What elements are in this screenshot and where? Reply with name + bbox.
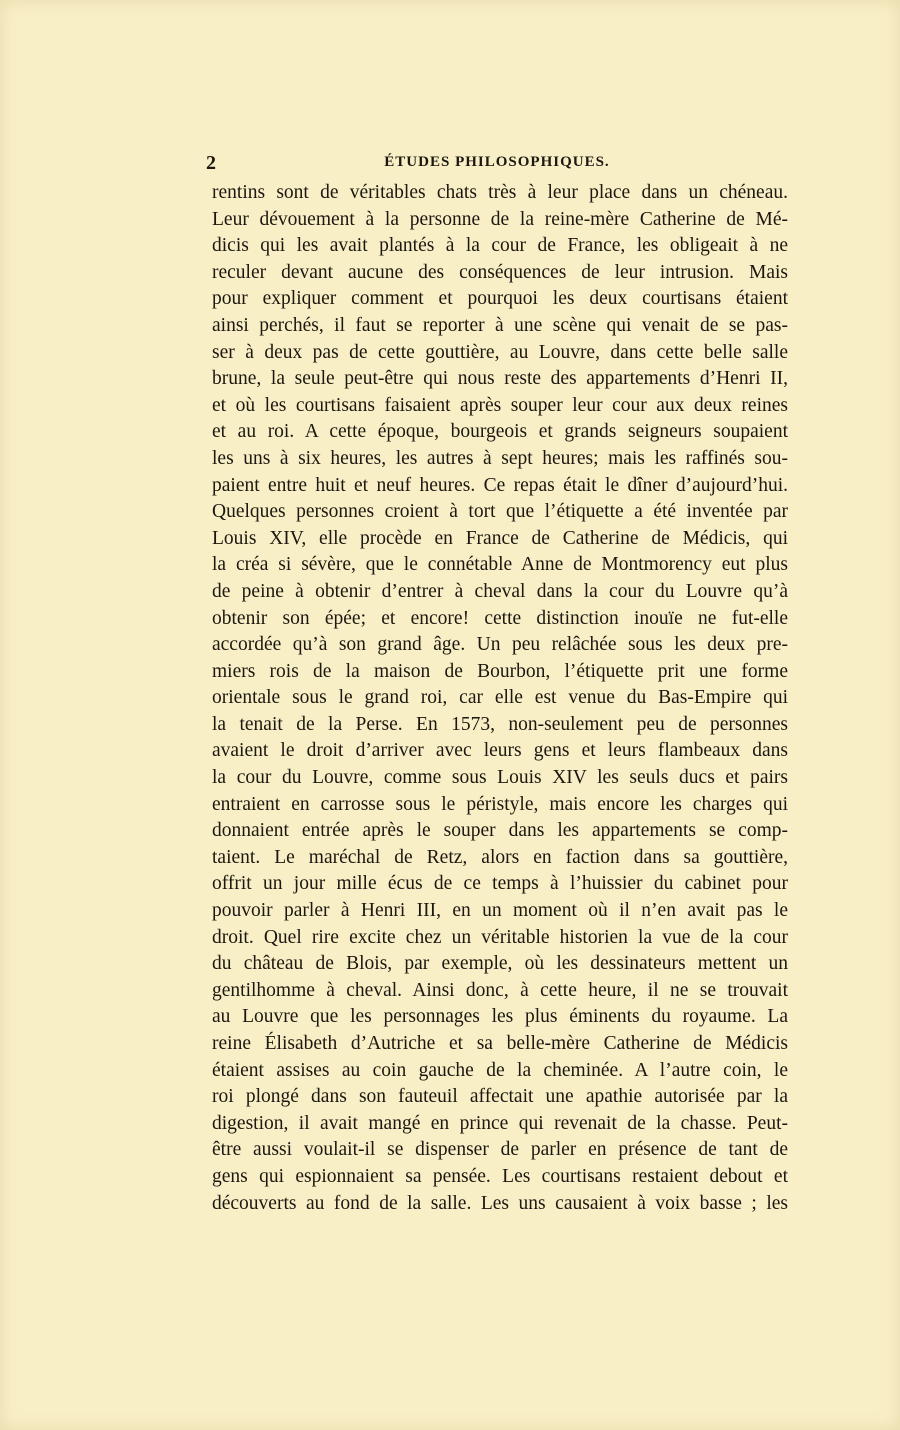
text-line bbox=[212, 552, 788, 579]
text-line-content: la tenait de la Perse. En 1573, non-seulement peu de personnes bbox=[212, 713, 788, 735]
text-line-content: Louis XIV, elle procède en France de Catherine de Médicis, qui bbox=[212, 527, 788, 549]
text-line bbox=[212, 366, 788, 393]
text-line bbox=[212, 659, 788, 686]
text-line bbox=[212, 792, 788, 819]
text-line-content: découverts au fond de la salle. Les uns causaient à voix basse ; les bbox=[212, 1192, 788, 1214]
text-line-content: et au roi. A cette époque, bourgeois et grands seigneurs soupaient bbox=[212, 421, 788, 443]
text-line-content: et où les courtisans faisaient après souper leur cour aux deux reines bbox=[212, 394, 788, 416]
text-line-content: de peine à obtenir d’entrer à cheval dans la cour du Louvre qu’à bbox=[212, 580, 788, 602]
text-line-content: reine Élisabeth d’Autriche et sa belle-mère Catherine de Médicis bbox=[212, 1033, 788, 1054]
text-line bbox=[212, 898, 788, 925]
text-line-content: dicis qui les avait plantés à la cour de France, les obligeait à ne bbox=[212, 235, 788, 257]
text-line-content: ser à deux pas de cette gouttière, au Louvre, dans cette belle salle bbox=[212, 341, 788, 363]
text-line bbox=[212, 1164, 788, 1191]
text-line bbox=[212, 712, 788, 739]
text-line-content: digestion, il avait mangé en prince qui revenait de la chasse. Peut- bbox=[212, 1112, 788, 1134]
text-line bbox=[212, 313, 788, 340]
text-line bbox=[212, 286, 788, 313]
text-line bbox=[212, 1058, 788, 1085]
text-line-content: entraient en carrosse sous le péristyle, mais encore les charges qui bbox=[212, 793, 788, 815]
text-line-content: droit. Quel rire excite chez un véritable historien la vue de la cour bbox=[212, 926, 788, 948]
text-line-content: accordée qu’à son grand âge. Un peu relâchée sous les deux pre- bbox=[212, 634, 788, 656]
text-line bbox=[212, 1111, 788, 1138]
page-number: 2 bbox=[206, 152, 216, 174]
text-line-content: reculer devant aucune des conséquences de leur intrusion. Mais bbox=[212, 261, 788, 283]
text-line-content: obtenir son épée; et encore! cette distinction inouïe ne fut-elle bbox=[212, 607, 788, 629]
body-text bbox=[212, 180, 788, 1217]
text-line bbox=[212, 632, 788, 659]
text-line bbox=[212, 1191, 788, 1218]
text-line-content: donnaient entrée après le souper dans les appartements se comp- bbox=[212, 820, 788, 842]
text-line bbox=[212, 685, 788, 712]
text-line bbox=[212, 393, 788, 420]
text-line bbox=[212, 233, 788, 260]
text-line-content: étaient assises au coin gauche de la cheminée. A l’autre coin, le bbox=[212, 1059, 788, 1081]
text-line bbox=[212, 180, 788, 207]
text-line bbox=[212, 446, 788, 473]
text-line-content: Quelques personnes croient à tort que l’étiquette a été inventée par bbox=[212, 501, 788, 523]
text-line bbox=[212, 207, 788, 234]
text-line-content: avaient le droit d’arriver avec leurs gens et leurs flambeaux dans bbox=[212, 740, 788, 762]
text-line bbox=[212, 925, 788, 952]
text-line-content: gens qui espionnaient sa pensée. Les courtisans restaient debout et bbox=[212, 1165, 788, 1187]
text-line bbox=[212, 1004, 788, 1031]
text-line bbox=[212, 1137, 788, 1164]
text-line-content: paient entre huit et neuf heures. Ce repas était le dîner d’aujourd’hui. bbox=[212, 474, 788, 496]
text-line-content: roi plongé dans son fauteuil affectait une apathie autorisée par la bbox=[212, 1086, 788, 1108]
text-line-content: la cour du Louvre, comme sous Louis XIV les seuls ducs et pairs bbox=[212, 767, 788, 789]
running-title: ÉTUDES PHILOSOPHIQUES. bbox=[384, 154, 610, 170]
text-line bbox=[212, 1084, 788, 1111]
text-line bbox=[212, 606, 788, 633]
text-line-content: miers rois de la maison de Bourbon, l’étiquette prit une forme bbox=[212, 660, 788, 682]
text-line-content: pouvoir parler à Henri III, en un moment où il n’en avait pas le bbox=[212, 900, 788, 922]
text-line bbox=[212, 738, 788, 765]
text-line bbox=[212, 473, 788, 500]
text-line-content: la créa si sévère, que le connétable Anne de Montmorency eut plus bbox=[212, 554, 788, 576]
text-line bbox=[212, 340, 788, 367]
text-line-content: du château de Blois, par exemple, où les dessinateurs mettent un bbox=[212, 953, 788, 975]
text-line-content: pour expliquer comment et pourquoi les deux courtisans étaient bbox=[212, 288, 788, 310]
text-line-content: Leur dévouement à la personne de la reine-mère Catherine de Mé- bbox=[212, 208, 788, 230]
text-line bbox=[212, 818, 788, 845]
text-line-content: taient. Le maréchal de Retz, alors en faction dans sa gouttière, bbox=[212, 846, 788, 868]
text-line bbox=[212, 260, 788, 287]
text-line-content: les uns à six heures, les autres à sept heures; mais les raffinés sou- bbox=[212, 447, 788, 469]
text-line bbox=[212, 845, 788, 872]
text-line-content: ainsi perchés, il faut se reporter à une scène qui venait de se pas- bbox=[212, 314, 788, 336]
text-line bbox=[212, 871, 788, 898]
text-line-content: gentilhomme à cheval. Ainsi donc, à cette heure, il ne se trouvait bbox=[212, 979, 788, 1001]
text-line bbox=[212, 419, 788, 446]
text-line-content: brune, la seule peut-être qui nous reste des appartements d’Henri II, bbox=[212, 368, 788, 390]
text-line-content: être aussi voulait-il se dispenser de parler en présence de tant de bbox=[212, 1139, 788, 1161]
text-line bbox=[212, 951, 788, 978]
text-line-content: orientale sous le grand roi, car elle est venue du Bas-Empire qui bbox=[212, 687, 788, 709]
text-line bbox=[212, 499, 788, 526]
text-line bbox=[212, 978, 788, 1005]
text-line bbox=[212, 526, 788, 553]
text-line bbox=[212, 765, 788, 792]
text-line-content: au Louvre que les personnages les plus éminents du royaume. La bbox=[212, 1006, 788, 1028]
page-header bbox=[206, 152, 788, 178]
text-line bbox=[212, 579, 788, 606]
text-line-content: offrit un jour mille écus de ce temps à l’huissier du cabinet pour bbox=[212, 873, 788, 895]
text-line bbox=[212, 1031, 788, 1058]
text-line-content: rentins sont de véritables chats très à leur place dans un chéneau. bbox=[212, 182, 788, 203]
